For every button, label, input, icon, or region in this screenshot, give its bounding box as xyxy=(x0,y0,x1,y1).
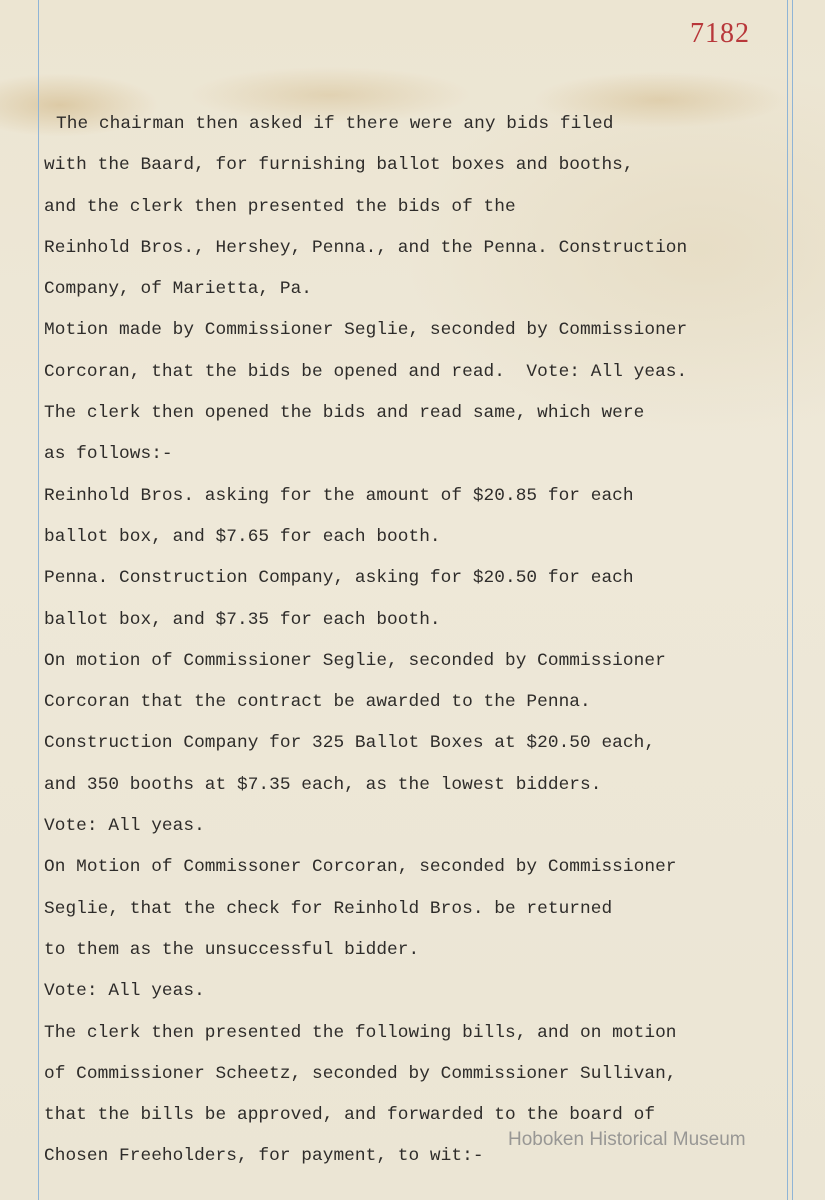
text-line: On Motion of Commissoner Corcoran, seconded by Commissioner xyxy=(44,857,677,878)
typed-minutes-text xyxy=(44,104,789,1178)
text-line: ballot box, and $7.65 for each booth. xyxy=(44,526,441,547)
text-line: Construction Company for 325 Ballot Boxes at $20.50 each, xyxy=(44,733,656,754)
text-line: The chairman then asked if there were any bids filed xyxy=(56,114,614,134)
text-line: as follows:- xyxy=(44,444,173,465)
text-line: Vote: All yeas. xyxy=(44,981,205,1002)
text-line: with the Baard, for furnishing ballot boxes and booths, xyxy=(44,155,634,176)
text-line: to them as the unsuccessful bidder. xyxy=(44,939,420,960)
text-line: Motion made by Commissioner Seglie, seconded by Commissioner xyxy=(44,320,688,341)
text-line: Chosen Freeholders, for payment, to wit:- xyxy=(44,1146,484,1167)
text-line: Reinhold Bros. asking for the amount of $20.85 for each xyxy=(44,485,634,506)
text-line: The clerk then presented the following bills, and on motion xyxy=(44,1022,677,1043)
museum-watermark: Hoboken Historical Museum xyxy=(508,1129,746,1150)
text-line: Penna. Construction Company, asking for $20.50 for each xyxy=(44,568,634,589)
left-margin-rule xyxy=(38,0,39,1200)
text-line: of Commissioner Scheetz, seconded by Commissioner Sullivan, xyxy=(44,1063,677,1084)
text-line: On motion of Commissioner Seglie, seconded by Commissioner xyxy=(44,650,666,671)
text-line: and 350 booths at $7.35 each, as the lowest bidders. xyxy=(44,774,602,795)
text-line: Corcoran, that the bids be opened and read. Vote: All yeas. xyxy=(44,361,688,382)
text-line: ballot box, and $7.35 for each booth. xyxy=(44,609,441,630)
text-line: Vote: All yeas. xyxy=(44,816,205,837)
page-number: 7182 xyxy=(690,18,750,49)
right-margin-rule-outer xyxy=(792,0,793,1200)
text-line: that the bills be approved, and forwarded to the board of xyxy=(44,1105,656,1126)
text-line: Seglie, that the check for Reinhold Bros. be returned xyxy=(44,898,613,919)
text-line: Reinhold Bros., Hershey, Penna., and the Penna. Construction xyxy=(44,237,688,258)
text-line: Company, of Marietta, Pa. xyxy=(44,279,313,300)
text-line: Corcoran that the contract be awarded to the Penna. xyxy=(44,692,591,713)
text-line: and the clerk then presented the bids of the xyxy=(44,196,516,217)
text-line: The clerk then opened the bids and read same, which were xyxy=(44,403,645,424)
